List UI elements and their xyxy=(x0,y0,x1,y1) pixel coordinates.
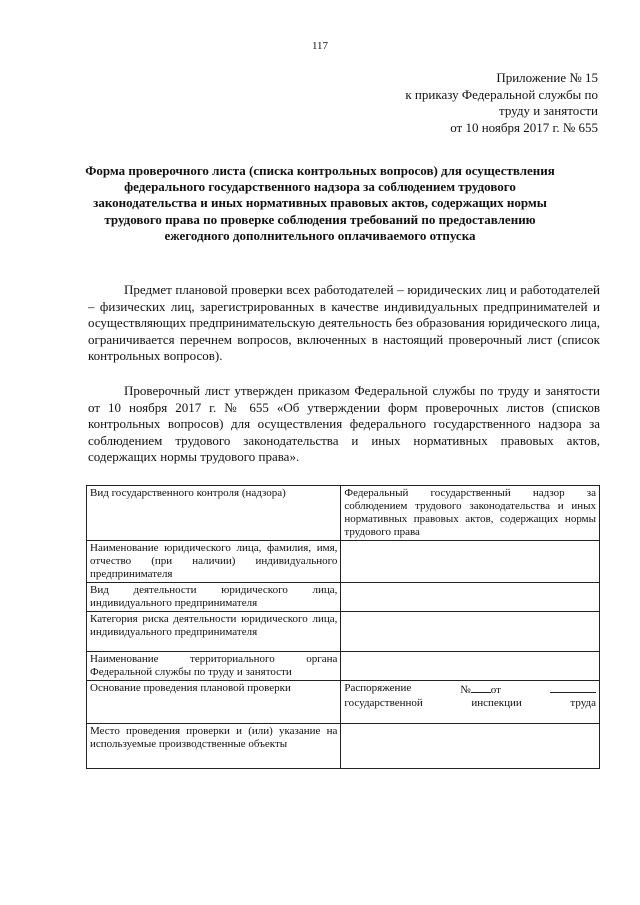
legal-entity-name-label: Наименование юридического лица, фамилия, имя, отчество (при наличии) индивидуального предпринимателя xyxy=(87,541,341,583)
paragraph-subject: Предмет плановой проверки всех работодателей – юридических лиц и работодателей – физических лиц, зарегистрированных в качестве индивидуальных предпринимателей и осуществляющих предпринимательскую деятельность без образования юридического лица, ограничивается перечнем вопросов, включенных в настоящий проверочный лист (список контрольных вопросов). xyxy=(88,282,600,363)
inspection-basis-label: Основание проведения плановой проверки xyxy=(87,681,341,724)
basis-order-line xyxy=(344,682,596,697)
inspection-info-table xyxy=(86,485,600,769)
inspection-place-field[interactable] xyxy=(341,724,600,769)
table-row xyxy=(87,724,600,769)
appendix-line-3: труду и занятости xyxy=(498,103,598,118)
activity-type-field[interactable] xyxy=(341,583,600,612)
paragraph-approval: Проверочный лист утвержден приказом Федеральной службы по труду и занятости от 10 ноября 2017 г. № 655 «Об утверждении форм проверочных листов (списков контрольных вопросов) для осуществления федерального государственного надзора за соблюдением трудового законодательства и иных нормативных правовых актов, содержащих нормы трудового права». xyxy=(88,383,600,464)
basis-tail: государственной инспекции труда xyxy=(344,697,596,709)
number-sign: № xyxy=(460,684,471,696)
appendix-header xyxy=(298,70,598,136)
control-type-label: Вид государственного контроля (надзора) xyxy=(87,486,341,541)
table-row xyxy=(87,541,600,583)
basis-number xyxy=(460,682,501,697)
activity-type-label: Вид деятельности юридического лица, индивидуального предпринимателя xyxy=(87,583,341,612)
from-word: от xyxy=(490,684,501,696)
legal-entity-name-field[interactable] xyxy=(341,541,600,583)
territorial-authority-label: Наименование территориального органа Федеральной службы по труду и занятости xyxy=(87,652,341,681)
table-row xyxy=(87,486,600,541)
appendix-line-2: к приказу Федеральной службы по xyxy=(405,86,598,102)
form-title: Форма проверочного листа (списка контрольных вопросов) для осуществления федерального государственного надзора за соблюдением трудового законодательства и иных нормативных правовых актов, содержащих нормы трудового права по проверке соблюдения требований по предоставлению ежегодного дополнительного оплачиваемого отпуска xyxy=(85,163,555,243)
date-blank[interactable] xyxy=(550,682,596,693)
territorial-authority-field[interactable] xyxy=(341,652,600,681)
page-number: 117 xyxy=(311,40,329,52)
inspection-basis-field[interactable] xyxy=(341,681,600,724)
table-row xyxy=(87,583,600,612)
appendix-line-4: от 10 ноября 2017 г. № 655 xyxy=(450,119,598,135)
table-row xyxy=(87,652,600,681)
risk-category-label: Категория риска деятельности юридического лица, индивидуального предпринимателя xyxy=(87,612,341,652)
basis-order-word: Распоряжение xyxy=(344,682,412,694)
control-type-value: Федеральный государственный надзор за соблюдением трудового законодательства и иных нормативных правовых актов, содержащих нормы трудового права xyxy=(341,486,600,541)
risk-category-field[interactable] xyxy=(341,612,600,652)
table-row xyxy=(87,681,600,724)
table-row xyxy=(87,612,600,652)
number-blank[interactable] xyxy=(471,682,491,693)
inspection-place-label: Место проведения проверки и (или) указание на используемые производственные объекты xyxy=(87,724,341,769)
appendix-line-1: Приложение № 15 xyxy=(496,70,598,85)
